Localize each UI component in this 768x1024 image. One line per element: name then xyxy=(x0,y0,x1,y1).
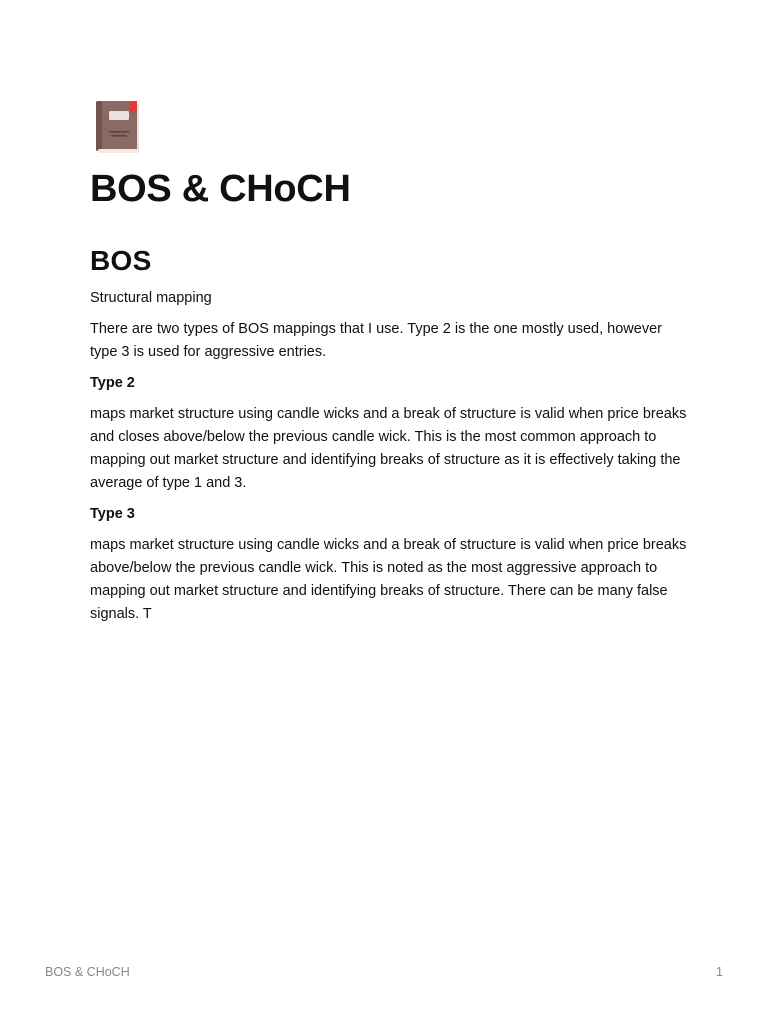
book-icon xyxy=(95,100,141,155)
footer-doc-name: BOS & CHoCH xyxy=(45,965,130,979)
type3-heading: Type 3 xyxy=(90,506,135,522)
page-content xyxy=(90,100,690,626)
section-heading-bos: BOS xyxy=(90,245,152,276)
type2-paragraph: maps market structure using candle wicks and a break of structure is valid when price breaks and closes above/below the previous candle wick. This is the most common approach to mapping out market structure and identifying breaks of structure as it is effectively taking the average of type 1 and 3. xyxy=(90,406,687,491)
footer-page-number: 1 xyxy=(716,965,723,979)
intro-paragraph: There are two types of BOS mappings that I use. Type 2 is the one mostly used, however type 3 is used for aggressive entries. xyxy=(90,321,662,360)
type3-paragraph: maps market structure using candle wicks and a break of structure is valid when price breaks above/below the previous candle wick. This is noted as the most aggressive approach to mapping out market structure and identifying breaks of structure. There can be many false signals. T xyxy=(90,537,687,622)
type2-heading: Type 2 xyxy=(90,375,135,391)
page-title: BOS & CHoCH xyxy=(90,168,351,210)
section-subtitle: Structural mapping xyxy=(90,290,212,306)
